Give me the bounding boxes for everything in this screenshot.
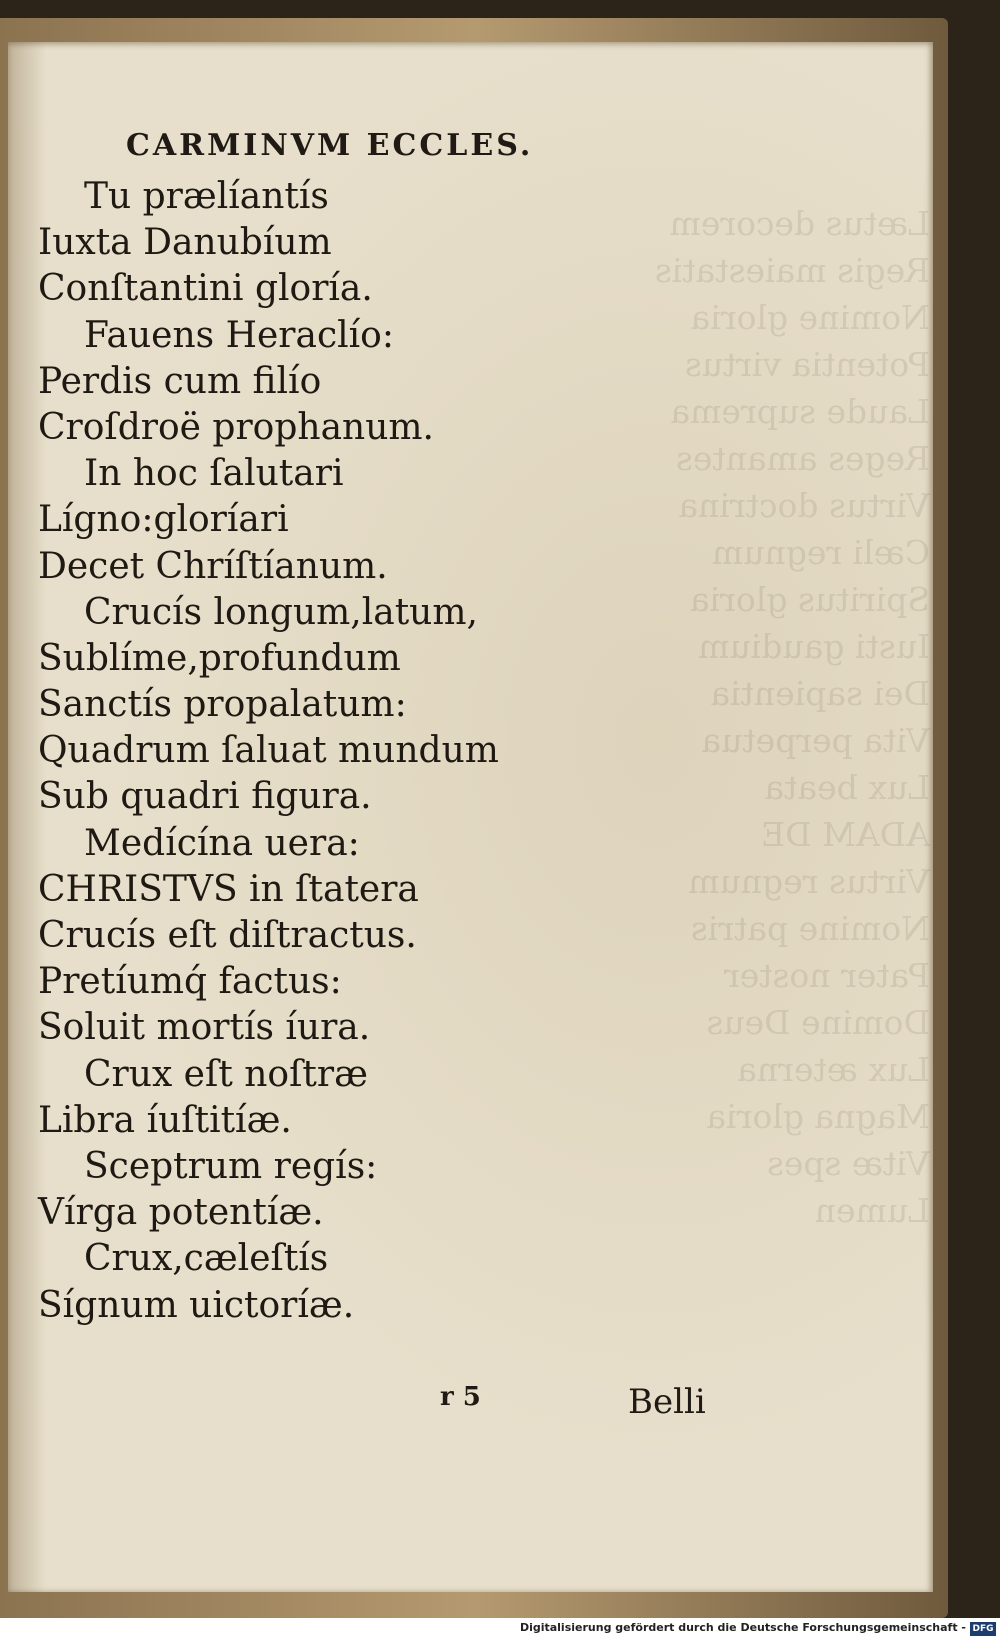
verse-line: Pretíumq́ factus: (38, 961, 342, 1003)
show-through-text: Lætus decorem Regis maiestatis Nomine gloria Potentia virtus Laude suprema Reges amantes Virtus doctrina Cæli regnum Spiritus gloria Iusti gaudium Dei sapientia Vita perpetua Lux beata ADAM DE Virtus regnum Nomine patris Pater noster Domine Deus Lux æterna Magna gloria Vitæ spes Lumen (654, 204, 930, 1230)
verse-line: Decet Chríſtíanum. (38, 545, 388, 587)
dfg-logo: DFG (970, 1622, 996, 1636)
verse-line: Croſdroë prophanum. (38, 406, 434, 448)
verse-line: Libra íuſtitíæ. (38, 1099, 292, 1141)
verse-line: Crux eſt noſtræ (84, 1053, 368, 1095)
verse-line: Tu prælíantís (84, 176, 329, 217)
verse-line: Crucís longum,latum, (84, 591, 478, 633)
verse-block (38, 174, 658, 1329)
verse-line: Sub quadri figura. (38, 776, 372, 818)
verse-line: Conſtantini gloría. (38, 268, 373, 310)
verse-line: Soluit mortís íura. (38, 1007, 371, 1049)
verse-line: Lígno:gloríari (38, 499, 289, 541)
verse-line: Fauens Heraclío: (84, 314, 394, 356)
verse-line: Crux,cæleſtís (84, 1238, 329, 1280)
verse-line: Vírga potentíæ. (38, 1192, 324, 1234)
verse-line: Iuxta Danubíum (38, 222, 332, 264)
verse-line: Medícína uera: (84, 822, 360, 864)
verse-line: Sublíme,profundum (38, 637, 401, 679)
verse-line: CHRISTVS in ſtatera (38, 868, 419, 910)
running-header: CARMINVM ECCLES. (126, 128, 534, 163)
catchword: Belli (628, 1382, 706, 1422)
credit-bar (0, 1618, 1000, 1641)
verse-line: Sceptrum regís: (84, 1145, 378, 1187)
credit-text: Digitalisierung gefördert durch die Deutsche Forschungsgemeinschaft - (519, 1621, 966, 1634)
verse-line: Quadrum ſaluat mundum (38, 730, 499, 772)
verse-line: In hoc ſalutari (84, 453, 344, 495)
verse-line: Crucís eſt diſtractus. (38, 915, 417, 956)
verse-line: Sanctís propalatum: (38, 684, 407, 726)
verse-line: Sígnum uictoríæ. (38, 1284, 355, 1326)
verse-line: Perdis cum filío (38, 360, 322, 402)
signature-mark: r 5 (440, 1382, 481, 1412)
